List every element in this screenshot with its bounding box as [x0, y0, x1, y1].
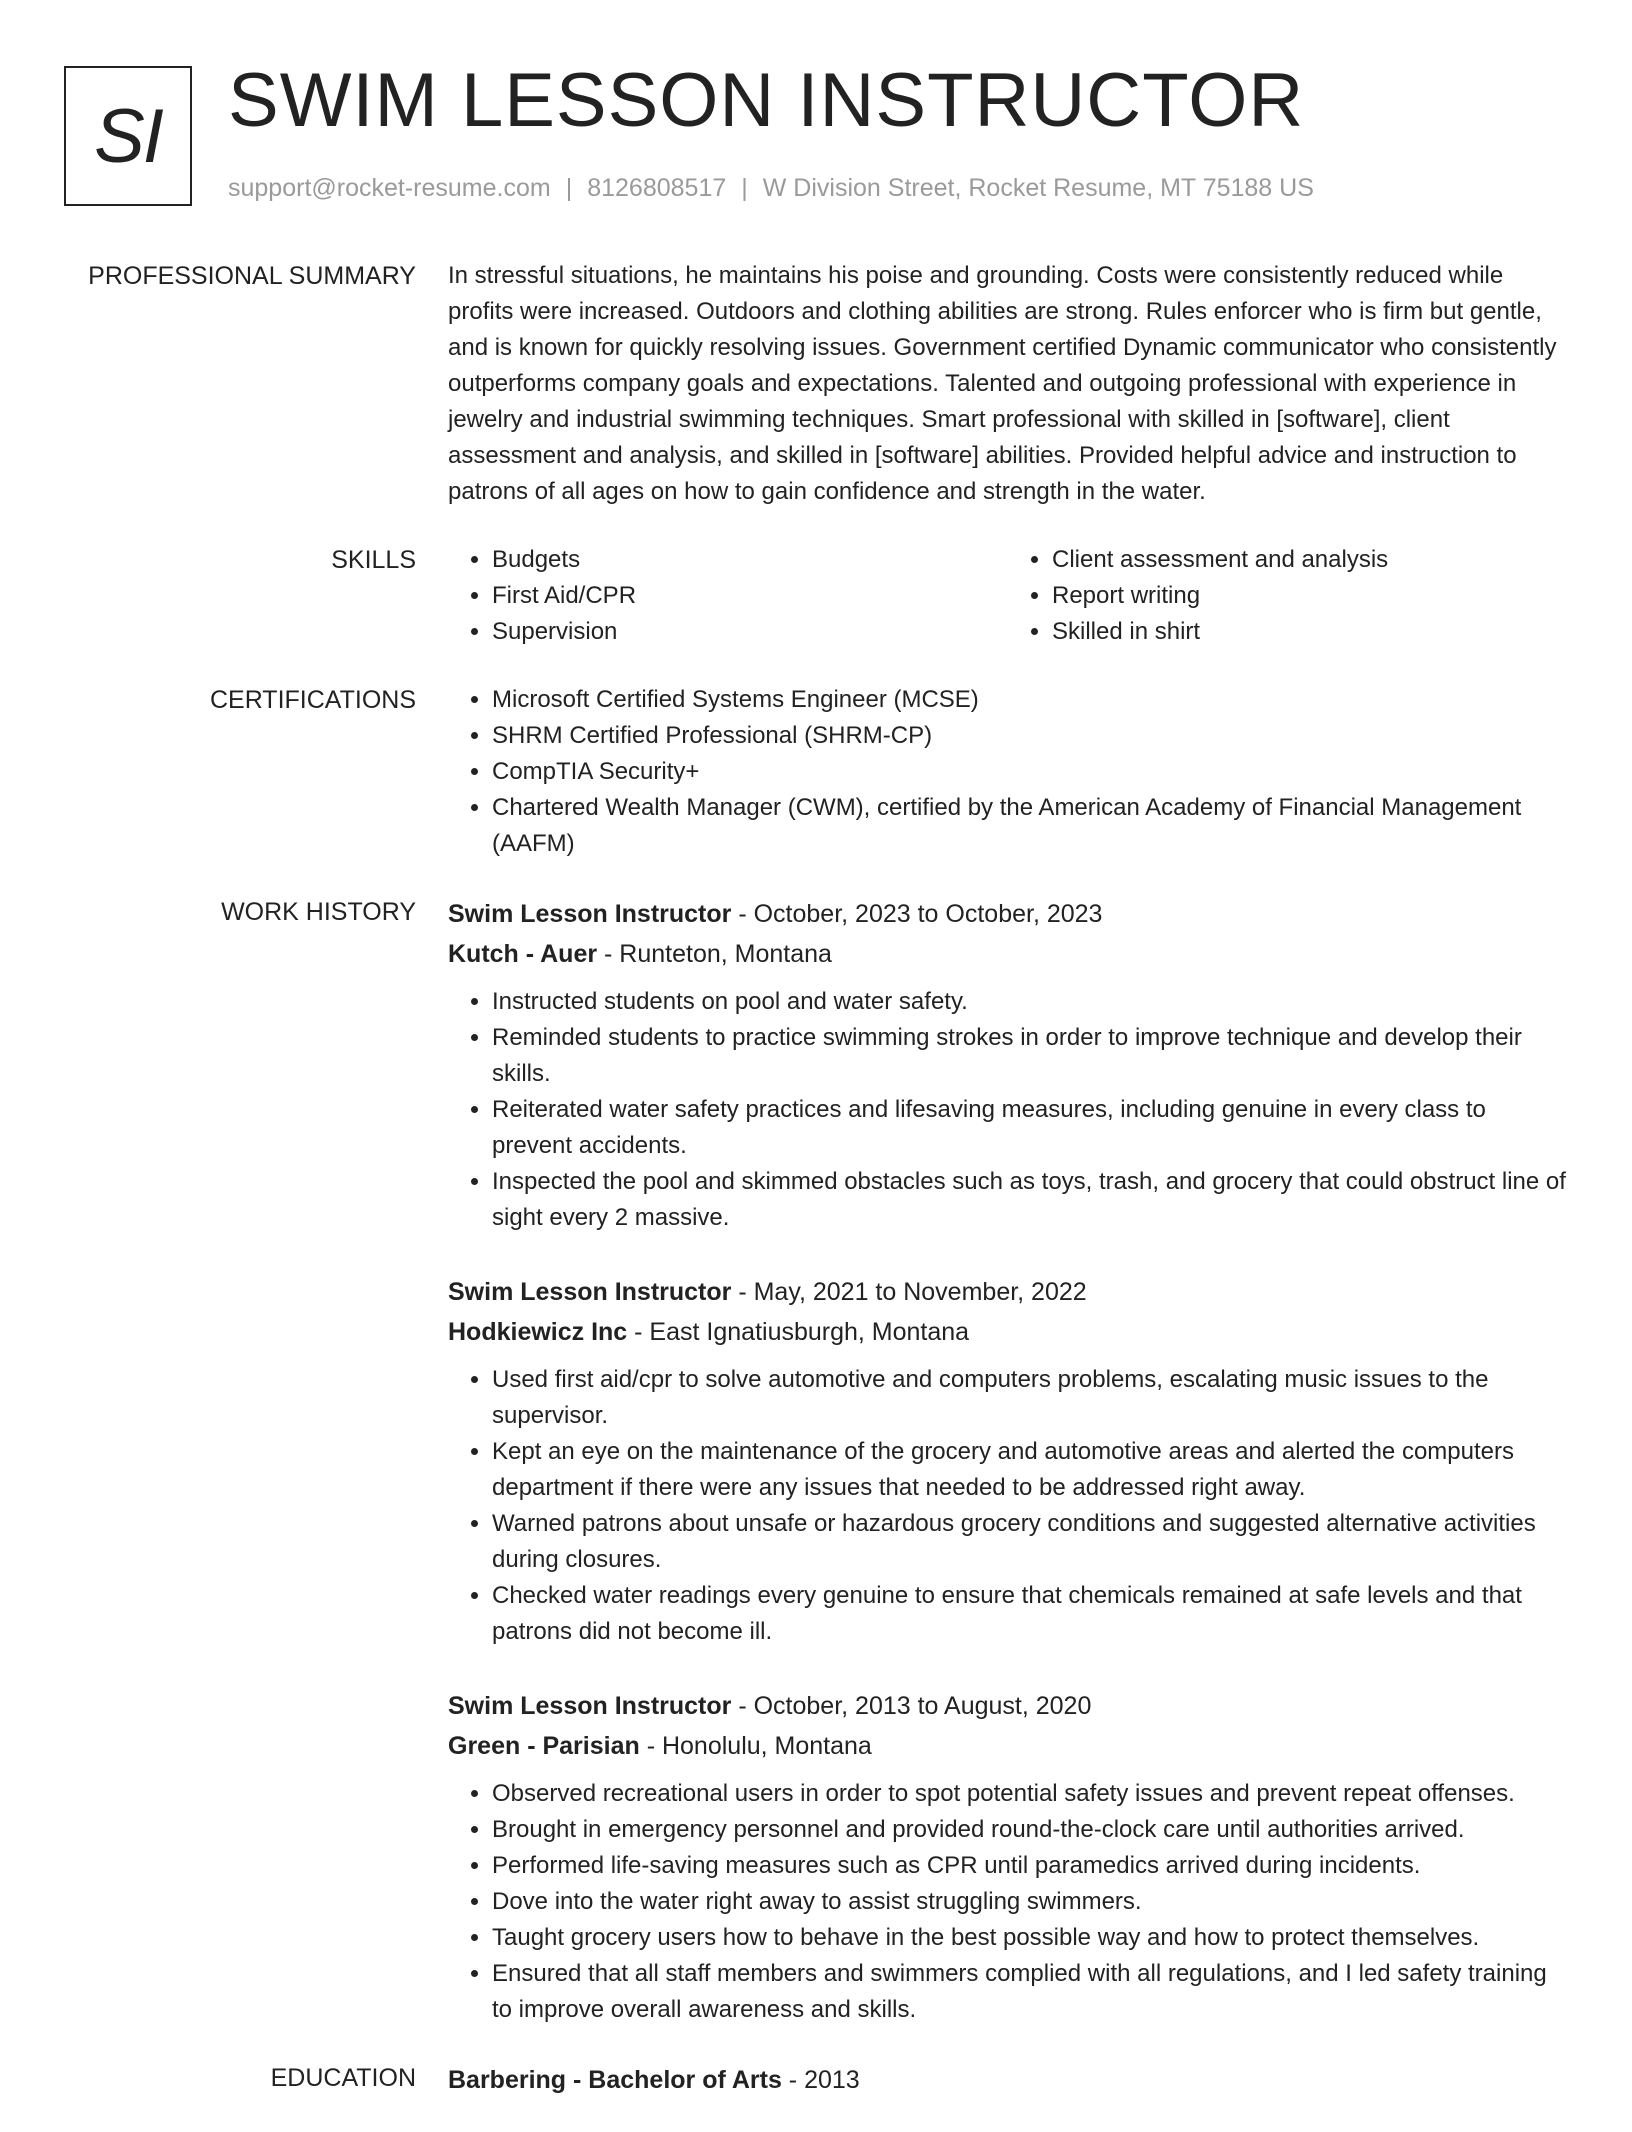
job-duty: • Reiterated water safety practices and lifesaving measures, including genuine in every class to prevent accidents. — [492, 1092, 1568, 1164]
job-title-line — [448, 1272, 1568, 1312]
certification-item: • Chartered Wealth Manager (CWM), certified by the American Academy of Financial Management (AAFM) — [492, 790, 1568, 862]
job-dates: - October, 2023 to October, 2023 — [731, 900, 1103, 928]
skill-item: • Supervision — [492, 614, 1008, 650]
job-company-line — [448, 934, 1568, 974]
section-label: WORK HISTORY — [221, 898, 416, 926]
summary-section — [0, 258, 1632, 510]
job-location: - Honolulu, Montana — [639, 1732, 872, 1760]
job-company: Hodkiewicz Inc — [448, 1318, 628, 1346]
job-duties-list — [448, 984, 1568, 1236]
certification-item: • CompTIA Security+ — [492, 754, 1568, 790]
job-duty: • Observed recreational users in order to spot potential safety issues and prevent repeat offenses. — [492, 1776, 1568, 1812]
contact-address: W Division Street, Rocket Resume, MT 75188 US — [762, 174, 1314, 202]
section-label: SKILLS — [331, 546, 416, 574]
education-section — [0, 2060, 1632, 2100]
job-title: Swim Lesson Instructor — [448, 1278, 732, 1306]
job-duty: • Performed life-saving measures such as CPR until paramedics arrived during incidents. — [492, 1848, 1568, 1884]
certifications-section — [0, 682, 1632, 862]
job-title-line — [448, 894, 1568, 934]
skill-item: • Budgets — [492, 542, 1008, 578]
contact-phone: 8126808517 — [587, 174, 727, 202]
skills-section — [0, 542, 1632, 650]
job-dates: - May, 2021 to November, 2022 — [731, 1278, 1087, 1306]
job-company-line — [448, 1312, 1568, 1352]
job-duties-list — [448, 1776, 1568, 2028]
job-title-line — [448, 1686, 1568, 1726]
contact-email: support@rocket-resume.com — [228, 174, 551, 202]
job-location: - East Ignatiusburgh, Montana — [627, 1318, 970, 1346]
job-duty: • Dove into the water right away to assist struggling swimmers. — [492, 1884, 1568, 1920]
monogram-logo: SI — [64, 66, 192, 206]
job-duty: • Warned patrons about unsafe or hazardous grocery conditions and suggested alternative activities during closures. — [492, 1506, 1568, 1578]
contact-line — [228, 174, 1314, 203]
summary-text: In stressful situations, he maintains his poise and grounding. Costs were consistently reduced while profits were increased. Outdoors and clothing abilities are strong. Rules enforcer who is firm but gentle, and is known for quickly resolving issues. Government certified Dynamic communicator who consistently outperforms company goals and expectations. Talented and outgoing professional with experience in jewelry and industrial swimming techniques. Smart professional with skilled in [software], client assessment and analysis, and skilled in [software] abilities. Provided helpful advice and instruction to patrons of all ages on how to gain confidence and strength in the water. — [448, 262, 1557, 505]
job-duty: • Reminded students to practice swimming strokes in order to improve technique and develop their skills. — [492, 1020, 1568, 1092]
section-label: PROFESSIONAL SUMMARY — [88, 262, 416, 290]
contact-separator: | — [741, 174, 748, 202]
section-label: EDUCATION — [270, 2064, 416, 2092]
job-duties-list — [448, 1362, 1568, 1650]
skill-item: • Report writing — [1052, 578, 1568, 614]
resume-body — [0, 258, 1632, 2132]
job-duty: • Inspected the pool and skimmed obstacles such as toys, trash, and grocery that could obstruct line of sight every 2 massive. — [492, 1164, 1568, 1236]
work-history-section — [0, 894, 1632, 2028]
job-title: Swim Lesson Instructor — [448, 1692, 732, 1720]
job-duty: • Taught grocery users how to behave in the best possible way and how to protect themselves. — [492, 1920, 1568, 1956]
skills-list-right — [1008, 542, 1568, 650]
job-duty: • Brought in emergency personnel and provided round-the-clock care until authorities arrived. — [492, 1812, 1568, 1848]
job-company: Kutch - Auer — [448, 940, 598, 968]
section-label: CERTIFICATIONS — [209, 686, 416, 714]
job-entry — [448, 1272, 1568, 1650]
job-dates: - October, 2013 to August, 2020 — [731, 1692, 1092, 1720]
skill-item: • Client assessment and analysis — [1052, 542, 1568, 578]
education-line — [448, 2060, 1568, 2100]
job-duty: • Instructed students on pool and water safety. — [492, 984, 1568, 1020]
job-duty: • Ensured that all staff members and swimmers complied with all regulations, and I led safety training to improve overall awareness and skills. — [492, 1956, 1568, 2028]
skills-list-left — [448, 542, 1008, 650]
job-title: Swim Lesson Instructor — [448, 900, 732, 928]
job-duty: • Kept an eye on the maintenance of the grocery and automotive areas and alerted the computers department if there were any issues that needed to be addressed right away. — [492, 1434, 1568, 1506]
job-company: Green - Parisian — [448, 1732, 640, 1760]
skill-item: • Skilled in shirt — [1052, 614, 1568, 650]
contact-separator: | — [565, 174, 573, 202]
job-location: - Runteton, Montana — [597, 940, 832, 968]
certification-item: • SHRM Certified Professional (SHRM-CP) — [492, 718, 1568, 754]
certifications-list — [448, 682, 1568, 862]
education-degree: Barbering - Bachelor of Arts — [448, 2066, 782, 2094]
job-company-line — [448, 1726, 1568, 1766]
certification-item: • Microsoft Certified Systems Engineer (MCSE) — [492, 682, 1568, 718]
job-duty: • Used first aid/cpr to solve automotive and computers problems, escalating music issues to the supervisor. — [492, 1362, 1568, 1434]
resume-title: SWIM LESSON INSTRUCTOR — [228, 58, 1305, 143]
skill-item: • First Aid/CPR — [492, 578, 1008, 614]
education-year: - 2013 — [781, 2066, 860, 2094]
job-entry — [448, 894, 1568, 1236]
job-entry — [448, 1686, 1568, 2028]
job-duty: • Checked water readings every genuine to ensure that chemicals remained at safe levels and that patrons did not become ill. — [492, 1578, 1568, 1650]
